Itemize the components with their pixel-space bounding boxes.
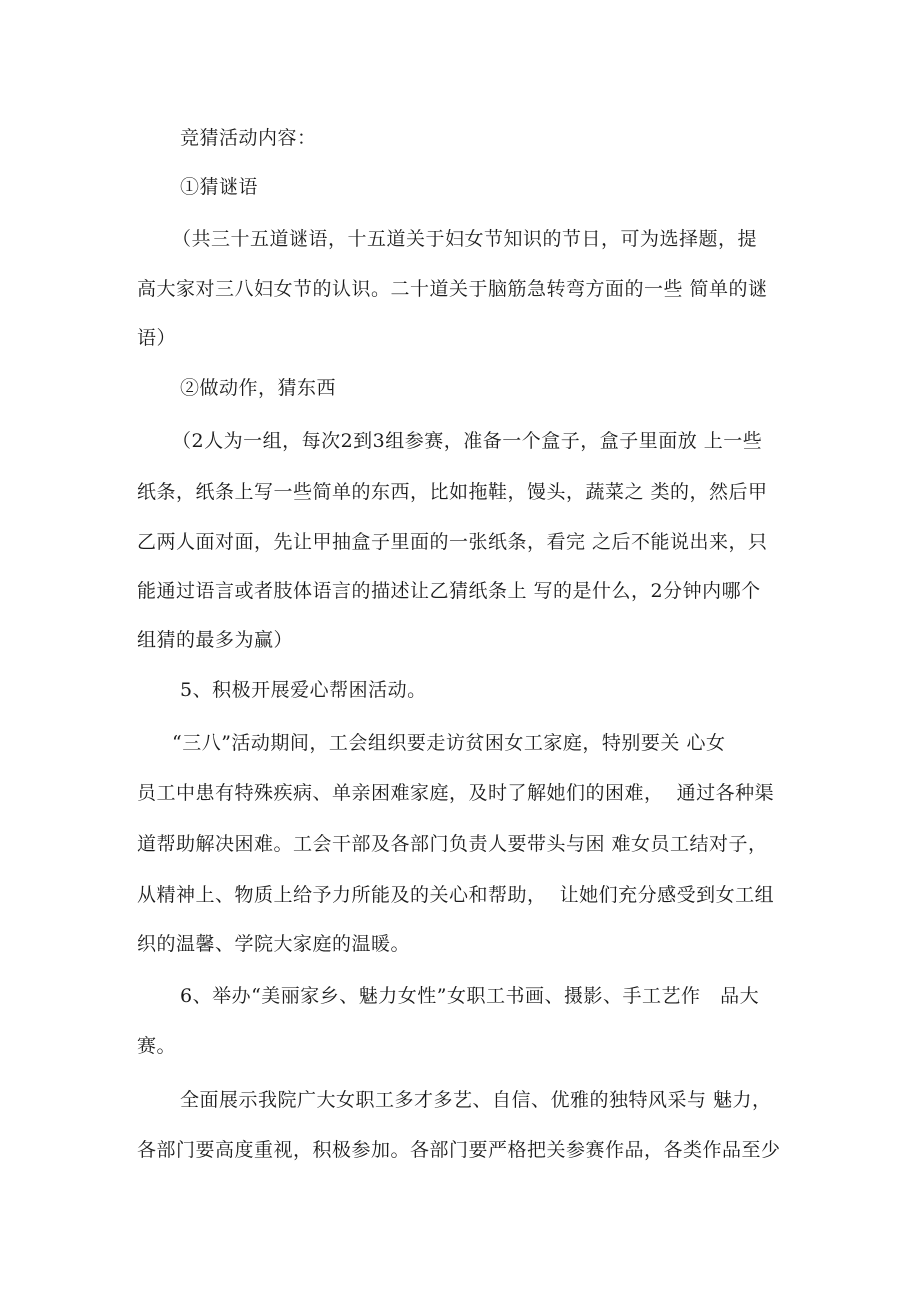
text-line: 6、举办“美丽家乡、魅力女性”女职工书画、摄影、手工艺作 品大 (180, 985, 760, 1007)
text-line: ②做动作，猜东西 (180, 377, 337, 399)
text-line: 能通过语言或者肢体语言的描述让乙猜纸条上 写的是什么，2分钟内哪个 (137, 580, 761, 602)
text-line: 从精神上、物质上给予力所能及的关心和帮助， 让她们充分感受到女工组 (137, 884, 775, 906)
text-line: 全面展示我院广大女职工多才多艺、自信、优雅的独特风采与 魅力， (180, 1089, 772, 1111)
text-line: 道帮助解决困难。工会干部及各部门负责人要带头与困 难女员工结对子， (137, 833, 768, 855)
text-line: 组猜的最多为赢） (137, 629, 294, 651)
text-line: 员工中患有特殊疾病、单亲困难家庭，及时了解她们的困难， 通过各种渠 (137, 782, 775, 804)
text-line: 织的温馨、学院大家庭的温暖。 (137, 933, 411, 955)
text-line: 乙两人面对面，先让甲抽盒子里面的一张纸条，看完 之后不能说出来，只 (137, 531, 768, 553)
text-line: 高大家对三八妇女节的认识。二十道关于脑筋急转弯方面的一些 简单的谜 (137, 278, 768, 300)
text-line: ①猜谜语 (180, 176, 259, 198)
text-line: 赛。 (137, 1035, 177, 1057)
text-line: 竞猜活动内容： (180, 127, 317, 149)
text-line: “三八”活动期间，工会组织要走访贫困女工家庭，特别要关 心女 (172, 732, 726, 754)
text-line: 5、积极开展爱心帮困活动。 (180, 679, 427, 701)
text-line: 语） (137, 327, 177, 349)
text-line: 各部门要高度重视，积极参加。各部门要严格把关参赛作品，各类作品至少 (137, 1139, 781, 1161)
text-line: （共三十五道谜语，十五道关于妇女节知识的节日，可为选择题，提 (172, 228, 758, 250)
text-line: （2人为一组，每次2到3组参赛，准备一个盒子，盒子里面放 上一些 (172, 430, 763, 452)
text-line: 纸条，纸条上写一些简单的东西，比如拖鞋，馒头，蔬菜之 类的，然后甲 (137, 481, 768, 503)
